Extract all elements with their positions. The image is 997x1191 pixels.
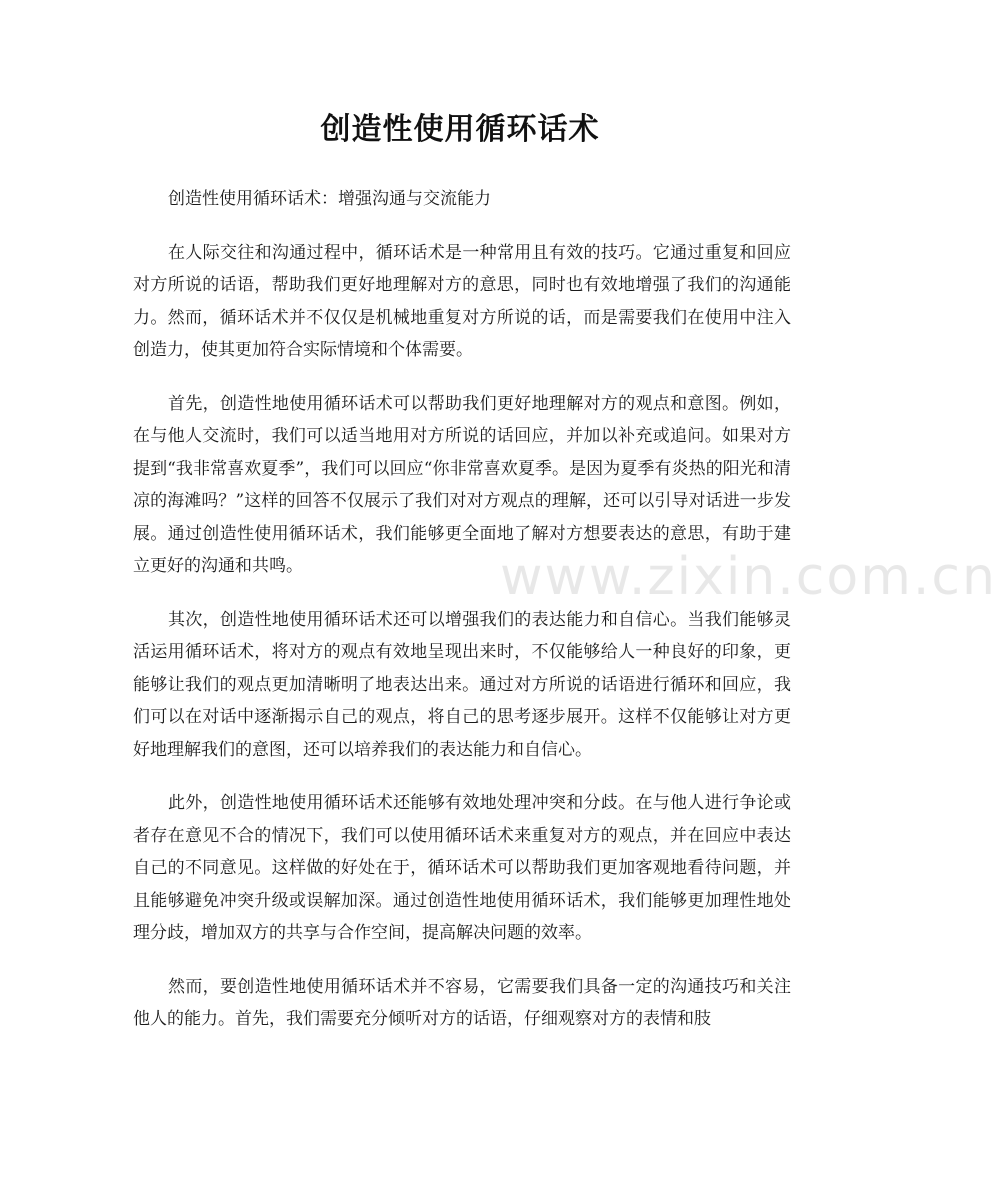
paragraph-fourth: 然而，要创造性地使用循环话术并不容易，它需要我们具备一定的沟通技巧和关注他人的能力。首先，我们需要充分倾听对方的话语，仔细观察对方的表情和肢 xyxy=(133,976,791,1029)
page-title: 创造性使用循环话术 xyxy=(320,112,600,147)
paragraph-third: 此外，创造性地使用循环话术还能够有效地处理冲突和分歧。在与他人进行争论或者存在意见不合的情况下，我们可以使用循环话术来重复对方的观点，并在回应中表达自己的不同意见。这样做的好处在于，循环话术可以帮助我们更加客观地看待问题，并且能够避免冲突升级或误解加深。通过创造性地使用循环话术，我们能够更加理性地处理分歧，增加双方的共享与合作空间，提高解决问题的效率。 xyxy=(133,793,791,943)
watermark: www.zixin.com.cn xyxy=(500,547,997,607)
paragraph-second: 其次，创造性地使用循环话术还可以增强我们的表达能力和自信心。当我们能够灵活运用循环话术，将对方的观点有效地呈现出来时，不仅能够给人一种良好的印象，更能够让我们的观点更加清晰明了地表达出来。通过对方所说的话语进行循环和回应，我们可以在对话中逐渐揭示自己的观点，将自己的思考逐步展开。这样不仅能够让对方更好地理解我们的意图，还可以培养我们的表达能力和自信心。 xyxy=(133,609,791,760)
subtitle-paragraph: 创造性使用循环话术：增强沟通与交流能力 xyxy=(168,189,491,209)
document-body xyxy=(133,183,791,1057)
paragraph-intro: 在人际交往和沟通过程中，循环话术是一种常用且有效的技巧。它通过重复和回应对方所说的话语，帮助我们更好地理解对方的意思，同时也有效地增强了我们的沟通能力。然而，循环话术并不仅仅是机械地重复对方所说的话，而是需要我们在使用中注入创造力，使其更加符合实际情境和个体需要。 xyxy=(133,242,791,360)
paragraph-first: 首先，创造性地使用循环话术可以帮助我们更好地理解对方的观点和意图。例如，在与他人交流时，我们可以适当地用对方所说的话回应，并加以补充或追问。如果对方提到“我非常喜欢夏季”，我们可以回应“你非常喜欢夏季。是因为夏季有炎热的阳光和清凉的海滩吗？”这样的回答不仅展示了我们对对方观点的理解，还可以引导对话进一步发展。通过创造性使用循环话术，我们能够更全面地了解对方想要表达的意思，有助于建立更好的沟通和共鸣。 xyxy=(133,393,791,576)
